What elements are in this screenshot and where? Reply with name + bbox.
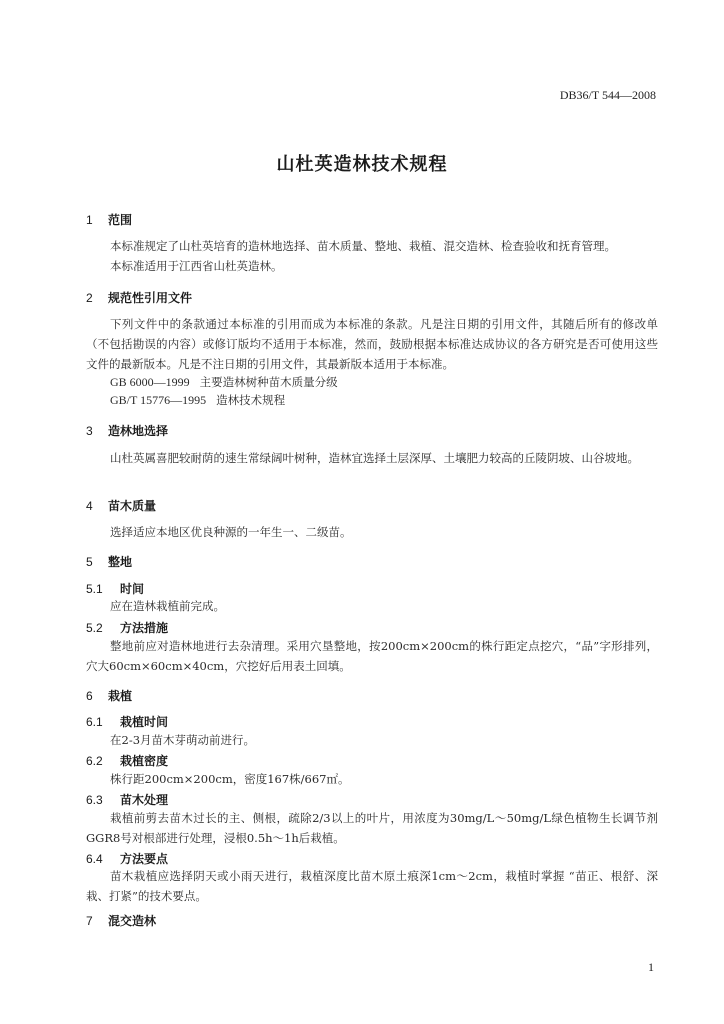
- subsection-title: 栽植时间: [120, 715, 169, 729]
- subsection-6-1-heading: [86, 713, 168, 730]
- subsection-number: 6.4: [86, 852, 103, 866]
- subsection-6-2-text: 株行距200cm×200cm，密度167株/667㎡。: [110, 772, 350, 786]
- subsection-number: 5.2: [86, 621, 103, 635]
- section-4-heading: [86, 497, 156, 514]
- subsection-number: 6.3: [86, 793, 103, 807]
- subsection-6-4-heading: [86, 850, 168, 867]
- section-6-heading: [86, 687, 132, 704]
- reference-code: GB 6000—1999: [110, 375, 190, 389]
- subsection-6-3-text: 栽植前剪去苗木过长的主、侧根，疏除2/3以上的叶片，用浓度为30mg/L～50mg/L绿色植物生长调节剂GGR8号对根部进行处理，浸根0.5h～1h后栽植。: [86, 811, 658, 845]
- section-3-paragraph-1: 山杜英属喜肥较耐荫的速生常绿阔叶树种，造林宜选择土层深厚、土壤肥力较高的丘陵阴坡、山谷坡地。: [110, 451, 639, 465]
- subsection-6-2-heading: [86, 752, 168, 769]
- section-2-heading: [86, 289, 192, 306]
- document-code: DB36/T 544—2008: [559, 88, 656, 102]
- subsection-title: 苗木处理: [120, 793, 169, 807]
- section-2-paragraph-1: 下列文件中的条款通过本标准的引用而成为本标准的条款。凡是注日期的引用文件，其随后所有的修改单（不包括勘误的内容）或修订版均不适用于本标准，然而，鼓励根据本标准达成协议的各方研究是否可使用这些文件的最新版本。凡是不注日期的引用文件，其最新版本适用于本标准。: [86, 317, 658, 371]
- subsection-5-1-text: 应在造林栽植前完成。: [110, 599, 225, 613]
- subsection-6-1-text: 在2-3月苗木芽萌动前进行。: [110, 733, 256, 747]
- reference-item: [110, 392, 285, 408]
- section-4-paragraph-1: 选择适应本地区优良种源的一年生一、二级苗。: [110, 525, 352, 539]
- section-number: 7: [86, 914, 93, 928]
- subsection-number: 5.1: [86, 582, 103, 596]
- subsection-5-2-text: 整地前应对造林地进行去杂清理。采用穴垦整地，按200cm×200cm的株行距定点挖穴，“品”字形排列，穴大60cm×60cm×40cm，穴挖好后用表土回填。: [86, 639, 658, 673]
- subsection-title: 方法要点: [120, 852, 169, 866]
- section-title: 造林地选择: [108, 424, 169, 438]
- section-title: 范围: [108, 213, 133, 227]
- section-number: 5: [86, 555, 93, 569]
- subsection-number: 6.1: [86, 715, 103, 729]
- section-title: 规范性引用文件: [108, 291, 193, 305]
- page-number: 1: [648, 960, 654, 974]
- section-title: 混交造林: [108, 914, 157, 928]
- section-7-heading: [86, 912, 156, 929]
- section-number: 4: [86, 499, 93, 513]
- subsection-6-4-text: 苗木栽植应选择阴天或小雨天进行，栽植深度比苗木原土痕深1cm～2cm，栽植时掌握 “苗正、根舒、深栽、打紧”的技术要点。: [86, 869, 658, 903]
- document-title: 山杜英造林技术规程: [276, 154, 448, 175]
- reference-name: 主要造林树种苗木质量分级: [199, 375, 338, 389]
- subsection-number: 6.2: [86, 754, 103, 768]
- section-title: 苗木质量: [108, 499, 157, 513]
- reference-item: [110, 374, 338, 390]
- section-number: 3: [86, 424, 93, 438]
- reference-name: 造林技术规程: [216, 393, 286, 407]
- section-1-paragraph-2: 本标准适用于江西省山杜英造林。: [110, 259, 283, 273]
- section-title: 整地: [108, 555, 133, 569]
- subsection-5-1-heading: [86, 580, 144, 597]
- section-number: 1: [86, 213, 93, 227]
- section-1-heading: [86, 211, 132, 228]
- section-5-heading: [86, 553, 132, 570]
- section-number: 2: [86, 291, 93, 305]
- subsection-title: 方法措施: [120, 621, 169, 635]
- subsection-6-3-heading: [86, 791, 168, 808]
- subsection-title: 时间: [120, 582, 145, 596]
- reference-code: GB/T 15776—1995: [110, 393, 207, 407]
- section-1-paragraph-1: 本标准规定了山杜英培育的造林地选择、苗木质量、整地、栽植、混交造林、检查验收和抚育管理。: [110, 239, 616, 253]
- subsection-title: 栽植密度: [120, 754, 169, 768]
- subsection-5-2-heading: [86, 619, 168, 636]
- section-3-heading: [86, 422, 168, 439]
- section-title: 栽植: [108, 689, 133, 703]
- section-number: 6: [86, 689, 93, 703]
